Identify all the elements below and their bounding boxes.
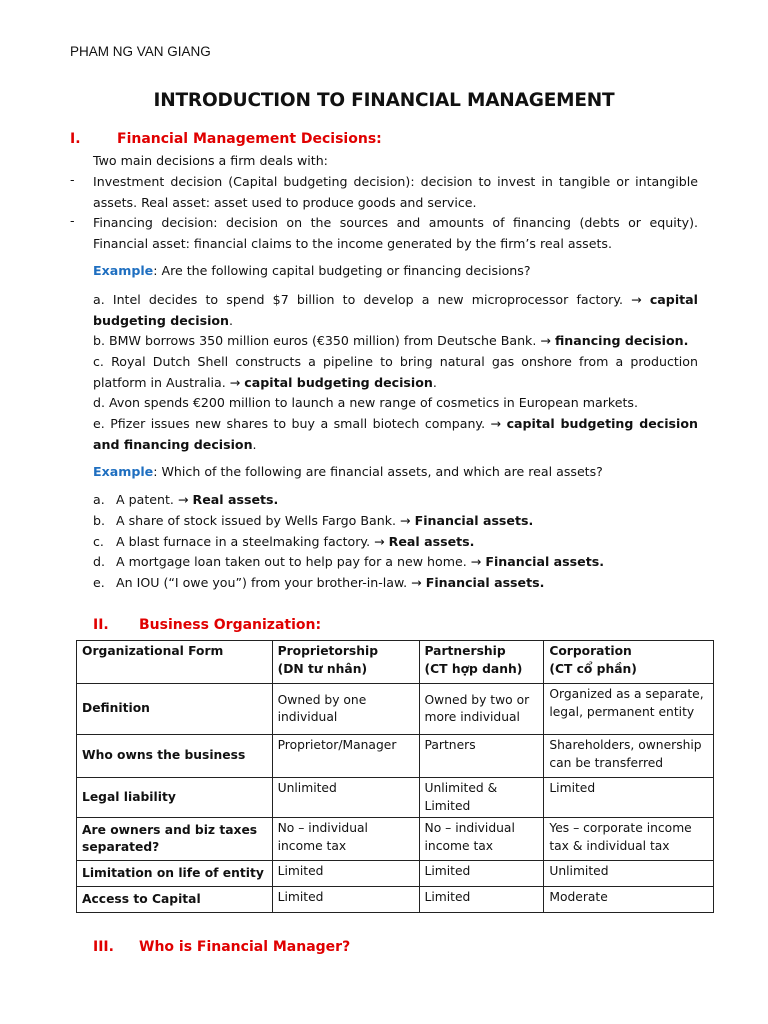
example-1-item-c: c. Royal Dutch Shell constructs a pipeline to bring natural gas onshore from a production platform in Australia. → capital budgeting decision. [93,354,698,390]
example-1-item-a: a. Intel decides to spend $7 billion to develop a new microprocessor factory. → capital budgeting decision. [93,292,698,328]
row-header-cell: Limitation on life of entity [77,861,273,887]
example-1-item-d: d. Avon spends €200 million to launch a new range of cosmetics in European markets. [93,395,638,410]
table-row [77,735,714,778]
bullet-financing-decision: Financing decision: decision on the sources and amounts of financing (debts or equity). Financial asset: financial claims to the income generated by the firm’s real assets. [93,215,698,251]
arrow-icon: → [229,374,241,390]
row-header-cell: Access to Capital [77,887,273,913]
table-cell: Unlimited & Limited [419,778,544,818]
bullet-investment-decision: Investment decision (Capital budgeting decision): decision to invest in tangible or intangible assets. Real asset: asset used to produce goods and service. [93,174,698,210]
table-cell: No – individual income tax [419,818,544,861]
arrow-icon: → [540,333,551,348]
row-header-cell: Are owners and biz taxes separated? [77,818,273,861]
table-header-cell: Proprietorship (DN tư nhân) [272,641,419,684]
section-label: Financial Management Decisions: [117,131,382,147]
arrow-icon: → [177,492,189,507]
section-number: II. [93,617,109,633]
table-header-row [77,641,714,684]
example-label: Example [93,263,154,278]
arrow-icon: → [490,416,502,431]
intro-text: Two main decisions a firm deals with: [93,153,328,168]
arrow-icon: → [411,575,422,590]
example-1-item-e: e. Pfizer issues new shares to buy a small biotech company. → capital budgeting decision and financing decision. [93,416,698,452]
section-number: III. [93,939,114,955]
table-cell: Organized as a separate, legal, permanent entity [544,684,714,735]
example-2-item-b: b. A share of stock issued by Wells Fargo Bank. → Financial assets. [93,513,534,528]
table-cell: Limited [419,887,544,913]
row-header-cell: Who owns the business [77,735,273,778]
table-cell: Owned by one individual [272,684,419,735]
table-cell: Unlimited [272,778,419,818]
example-2-item-c: c. A blast furnace in a steelmaking factory. → Real assets. [93,534,475,549]
section-number: I. [70,131,81,147]
business-organization-table [76,640,714,913]
bullet-dash: - [70,172,75,187]
table-cell: Moderate [544,887,714,913]
table-cell: Owned by two or more individual [419,684,544,735]
table-row [77,684,714,735]
arrow-icon: → [400,513,411,528]
table-cell: Limited [272,887,419,913]
table-cell: Limited [544,778,714,818]
table-cell: Unlimited [544,861,714,887]
example-label: Example [93,464,154,479]
table-cell: Limited [419,861,544,887]
example-2-item-a: a. A patent. → Real assets. [93,492,279,507]
table-row [77,778,714,818]
row-header-cell: Definition [77,684,273,735]
arrow-icon: → [374,534,385,549]
table-cell: Proprietor/Manager [272,735,419,778]
table-row [77,887,714,913]
table-cell: No – individual income tax [272,818,419,861]
table-cell: Shareholders, ownership can be transferred [544,735,714,778]
document-title: INTRODUCTION TO FINANCIAL MANAGEMENT [153,90,615,111]
bullet-dash: - [70,213,75,228]
section-heading-1 [70,131,470,151]
arrow-icon: → [631,292,642,307]
row-header-cell: Legal liability [77,778,273,818]
table-cell: Limited [272,861,419,887]
author-name: PHAM NG VAN GIANG [70,44,211,59]
section-heading-2 [93,617,493,637]
table-cell: Yes – corporate income tax & individual tax [544,818,714,861]
section-label: Who is Financial Manager? [139,939,351,955]
table-cell: Partners [419,735,544,778]
table-header-cell: Organizational Form [77,641,273,684]
example-2-question: Example: Which of the following are financial assets, and which are real assets? [93,464,603,479]
table-header-cell: Corporation (CT cổ phần) [544,641,714,684]
example-2-item-e: e. An IOU (“I owe you”) from your brother-in-law. → Financial assets. [93,575,545,590]
arrow-icon: → [470,554,482,569]
table-header-cell: Partnership (CT hợp danh) [419,641,544,684]
section-heading-3 [93,939,493,959]
table-row [77,818,714,861]
example-2-item-d: d. A mortgage loan taken out to help pay for a new home. → Financial assets. [93,554,605,569]
example-1-question: Example: Are the following capital budgeting or financing decisions? [93,263,531,278]
section-label: Business Organization: [139,617,322,633]
table-row [77,861,714,887]
example-1-item-b: b. BMW borrows 350 million euros (€350 million) from Deutsche Bank. → financing decision. [93,333,689,348]
